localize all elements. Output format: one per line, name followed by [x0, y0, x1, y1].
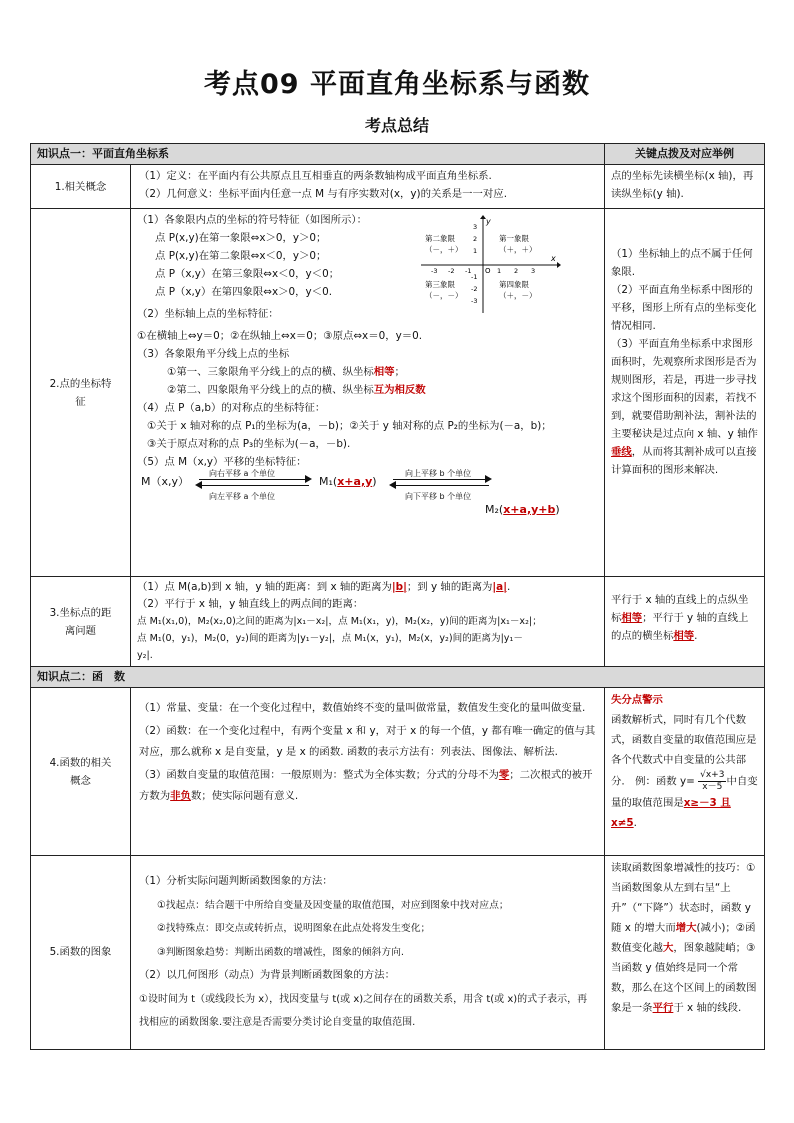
row4-content — [131, 688, 605, 856]
q3-name: 第三象限 — [425, 280, 455, 289]
page-subtitle: 考点总结 — [364, 116, 429, 135]
arrow-right-label: 向右平移 a 个单位 — [209, 469, 275, 478]
row4-note-body: 函数解析式，同时有几个代数式，函数自变量的取值范围应是各个代数式中自变量的公共部分. 例：函数 y= $\frac{√x+3}{x-5}$ 中自变量的取值范围是x≥－3 且 x≠5. — [611, 714, 758, 829]
row2-l6: ②第二、四象限角平分线上的点的横、纵坐标互为相反数 — [167, 384, 426, 396]
row1-note: 点的坐标先读横坐标(x 轴)，再读纵坐标(y 轴). — [605, 165, 765, 209]
row4-note-title: 失分点警示 — [611, 694, 663, 706]
arrow-left-label: 向左平移 a 个单位 — [209, 492, 275, 501]
arrow-down-label: 向下平移 b 个单位 — [405, 492, 472, 501]
row5-l2: ①找起点：结合题干中所给自变量及因变量的取值范围，对应到图象中找对应点； — [157, 899, 509, 911]
y-ticks — [471, 223, 477, 305]
row4-l3: （3）函数自变量的取值范围：一般原则为：整式为全体实数；分式的分母不为零；二次根式的被开方数为非负数；使实际问题有意义. — [139, 769, 593, 802]
arrow-up-label: 向上平移 b 个单位 — [405, 469, 472, 478]
q4-name: 第四象限 — [499, 280, 529, 289]
x-tick: 3 — [531, 267, 536, 275]
section1-header — [31, 144, 765, 165]
row3-l2: （2）平行于 x 轴，y 轴直线上的两点间的距离： — [137, 598, 364, 610]
example-fraction: $\frac{√x+3}{x-5}$ — [700, 770, 725, 792]
row3-l5: y₂|. — [137, 650, 153, 661]
arrow-left — [199, 485, 309, 486]
arrow-up — [393, 479, 489, 480]
row3-l4: 点 M₁(0，y₁)，M₂(0，y₂)间的距离为|y₁－y₂|，点 M₁(x，y₁)，M₂(x，y₂)间的距离为|y₁－ — [137, 633, 523, 644]
row3-label: 3.坐标点的距离问题 — [31, 577, 131, 667]
row5-label: 5.函数的图象 — [31, 856, 131, 1050]
q1-name: 第一象限 — [499, 234, 529, 243]
row1-line1: （1）定义：在平面内有公共原点且互相垂直的两条数轴构成平面直角坐标系. — [139, 170, 492, 182]
row2-l5: ①第一、三象限角平分线上的点的横、纵坐标相等； — [167, 366, 405, 378]
q1-sign: （＋，＋） — [499, 245, 537, 254]
x-tick: 2 — [514, 267, 519, 275]
point-m1: M₁(x+a,y) — [319, 475, 377, 488]
row1-content — [131, 165, 605, 209]
row1-line2: （2）几何意义：坐标平面内任意一点 M 与有序实数对(x，y)的关系是一一对应. — [139, 188, 507, 200]
row2-l9: ③关于原点对称的点 P₃的坐标为(－a，－b). — [147, 438, 351, 450]
arrow-down — [393, 485, 489, 486]
x-axis-arrow-icon — [557, 262, 561, 268]
row2-l1: （1）各象限内点的坐标的符号特征（如图所示）： — [137, 214, 368, 226]
row-function-concepts — [31, 688, 765, 856]
y-tick: -2 — [471, 285, 478, 293]
page-title: 考点09 平面直角坐标系与函数 — [204, 69, 590, 100]
section2-title: 知识点二：函 数 — [31, 667, 765, 688]
row5-l4: ③判断图象趋势：判断出函数的增减性，图象的倾斜方向. — [157, 946, 405, 958]
row-distance — [31, 577, 765, 667]
row3-note: 平行于 x 轴的直线上的点纵坐标相等；平行于 y 轴的直线上的点的横坐标相等. — [605, 577, 765, 667]
row2-l10: （5）点 M（x,y）平移的坐标特征： — [137, 456, 307, 468]
row5-l5: （2）以几何图形（动点）为背景判断函数图象的方法： — [139, 969, 395, 981]
y-tick: 2 — [473, 235, 478, 243]
quadrant-graph — [411, 215, 561, 315]
q2-sign: （－，＋） — [425, 245, 463, 254]
row2-l7: （4）点 P（a,b）的对称点的坐标特征： — [137, 402, 326, 414]
row-concepts — [31, 165, 765, 209]
summary-table — [30, 143, 765, 1050]
row3-content — [131, 577, 605, 667]
point-m2: M₂(x+a,y+b) — [485, 503, 560, 516]
section1-title: 知识点一：平面直角坐标系 — [31, 144, 605, 165]
row3-l3: 点 M₁(x₁,0)，M₂(x₂,0)之间的距离为|x₁－x₂|，点 M₁(x₁，y)，M₂(x₂，y)间的距离为|x₁－x₂|； — [137, 616, 542, 627]
row-function-graphs — [31, 856, 765, 1050]
y-tick: 3 — [473, 223, 478, 231]
row2-l8: ①关于 x 轴对称的点 P₁的坐标为(a，－b)；②关于 y 轴对称的点 P₂的坐标为(－a，b)； — [147, 420, 552, 432]
q2-name: 第二象限 — [425, 234, 455, 243]
row2-content — [131, 209, 605, 577]
point-m: M（x,y） — [141, 475, 190, 488]
row2-note: （1）坐标轴上的点不属于任何象限. （2）平面直角坐标系中图形的平移，图形上所有点的坐标变化情况相同. （3）平面直角坐标系中求图形面积时，先观察所求图形是否为规则图形，若是，再进一步寻找求这个图形面积的因素，若找不到，就要借助割补法，割补法的主要秘诀是过点向 x 轴、y 轴作垂线，从而将其割补成可以直接计算面积的图形来解决. — [605, 209, 765, 577]
row5-note: 读取函数图象增减性的技巧：①当函数图象从左到右呈“上升”（“下降”）状态时，函数 y 随 x 的增大而增大(减小)；②函数值变化越大，图象越陡峭；③当函数 y 值始终是同一个常数，那么在这个区间上的函数图象是一条平行于 x 轴的线段. — [605, 856, 765, 1050]
row2-l3: ①在横轴上⇔y＝0；②在纵轴上⇔x＝0；③原点⇔x＝0，y＝0. — [137, 330, 423, 342]
y-label: y — [486, 217, 491, 226]
row5-l3: ②找特殊点：即交点或转折点，说明图象在此点处将发生变化； — [157, 923, 431, 934]
x-tick: 1 — [497, 267, 502, 275]
row5-l6: ①设时间为 t（或线段长为 x），找因变量与 t(或 x)之间存在的函数关系，用含 t(或 x)的式子表示，再找相应的函数图象.要注意是否需要分类讨论自变量的取值范围. — [139, 993, 588, 1028]
row3-l1: （1）点 M(a,b)到 x 轴，y 轴的距离：到 x 轴的距离为|b|；到 y 轴的距离为|a|. — [137, 581, 511, 593]
row2-q3: 点 P（x,y）在第三象限⇔x＜0，y＜0； — [155, 268, 340, 280]
row-point-features — [31, 209, 765, 577]
origin-label: O — [485, 267, 491, 275]
y-tick: 1 — [473, 247, 478, 255]
row2-q1: 点 P(x,y)在第一象限⇔x＞0，y＞0； — [155, 232, 327, 244]
row2-l2: （2）坐标轴上点的坐标特征： — [137, 308, 279, 320]
x-tick: -3 — [431, 267, 438, 275]
y-tick: -1 — [471, 273, 478, 281]
row2-label: 2.点的坐标特征 — [31, 209, 131, 577]
arrow-right — [199, 479, 309, 480]
row1-label: 1.相关概念 — [31, 165, 131, 209]
q4-sign: （＋，－） — [499, 291, 537, 300]
row4-label: 4.函数的相关概念 — [31, 688, 131, 856]
x-label: x — [551, 254, 556, 263]
quadrant-labels — [425, 233, 537, 301]
row4-l1: （1）常量、变量：在一个变化过程中，数值始终不变的量叫做常量，数值发生变化的量叫做变量. — [139, 702, 586, 714]
translation-diagram — [137, 471, 598, 525]
row4-l2: （2）函数：在一个变化过程中，有两个变量 x 和 y，对于 x 的每一个值，y 都有唯一确定的值与其对应，那么就称 x 是自变量，y 是 x 的函数. 函数的表示方法有：列表法、图像法、解析法. — [139, 725, 596, 758]
row5-content — [131, 856, 605, 1050]
section2-header — [31, 667, 765, 688]
row5-l1: （1）分析实际问题判断函数图象的方法： — [139, 875, 333, 887]
row2-q2: 点 P(x,y)在第二象限⇔x＜0，y＞0； — [155, 250, 327, 262]
row2-q4: 点 P（x,y）在第四象限⇔x＞0，y＜0. — [155, 286, 332, 298]
x-tick: -2 — [448, 267, 455, 275]
row4-note — [605, 688, 765, 856]
x-tick: -1 — [465, 267, 472, 275]
row2-l4: （3）各象限角平分线上点的坐标 — [137, 348, 290, 360]
y-tick: -3 — [471, 297, 478, 305]
section1-note-title: 关键点拨及对应举例 — [605, 144, 765, 165]
q3-sign: （－，－） — [425, 291, 463, 300]
